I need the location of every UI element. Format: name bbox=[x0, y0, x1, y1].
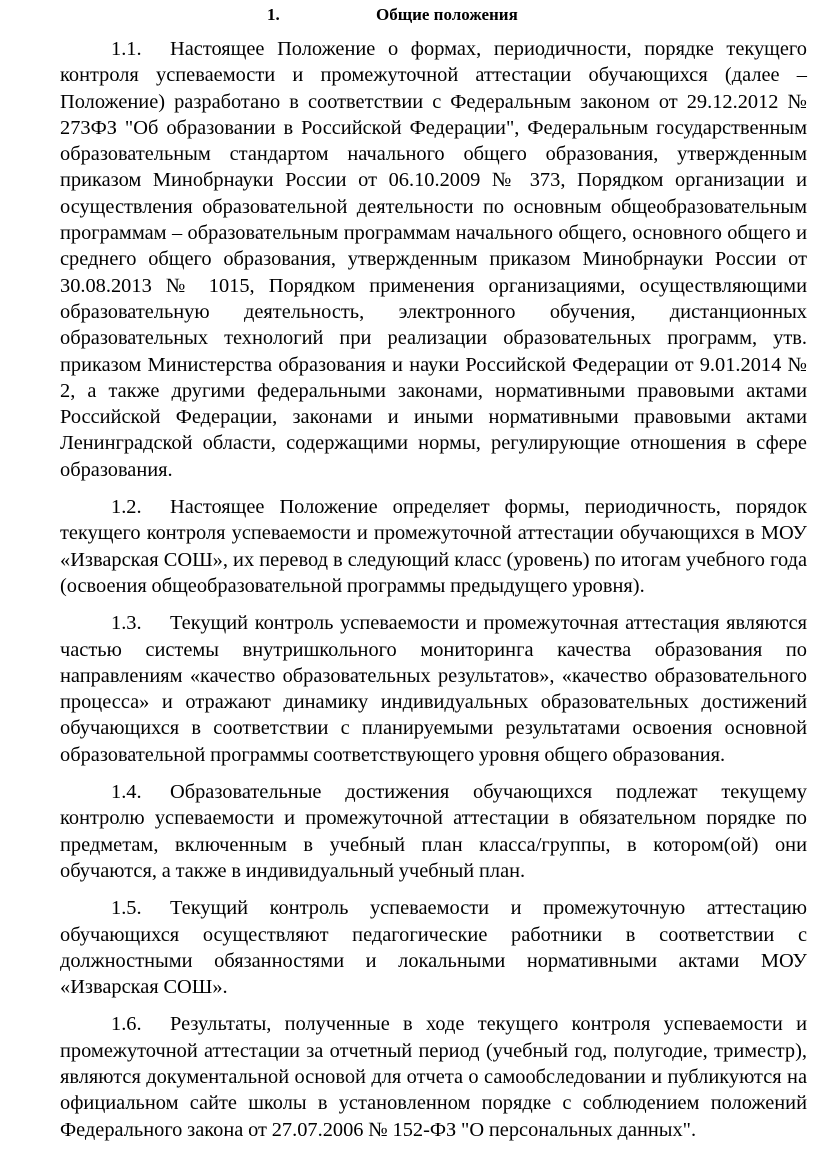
paragraph-number: 1.2. bbox=[111, 496, 142, 519]
paragraph-1-1 bbox=[60, 36, 807, 483]
paragraph-text: Текущий контроль успеваемости и промежуточную аттестацию обучающихся осуществляют педагогические работники в соответствии с должностными обязанностями и локальными нормативными актами МОУ «Изварская СОШ». bbox=[60, 897, 807, 999]
paragraph-1-2 bbox=[60, 494, 807, 599]
paragraph-text: Результаты, полученные в ходе текущего контроля успеваемости и промежуточной аттестации за отчетный период (учебный год, полугодие, триместр), являются документальной основой для отчета о самообследовании и публикуются на официальном сайте школы в установленном порядке с соблюдением положений Федерального закона от 27.07.2006 № 152-ФЗ "О персональных данных". bbox=[60, 1013, 807, 1141]
section-heading bbox=[0, 3, 816, 27]
paragraph-text: Текущий контроль успеваемости и промежуточная аттестация являются частью системы внутришкольного мониторинга качества образования по направлениям «качество образовательных результатов», «качество образовательного процесса» и отражают динамику индивидуальных образовательных достижений обучающихся в соответствии с планируемыми результатами освоения основной образовательной программы соответствующего уровня общего образования. bbox=[60, 612, 807, 766]
section-title: Общие положения bbox=[376, 5, 518, 24]
paragraph-number: 1.6. bbox=[111, 1013, 142, 1036]
paragraph-1-6 bbox=[60, 1011, 807, 1142]
paragraph-number: 1.5. bbox=[111, 897, 142, 920]
section-number: 1. bbox=[267, 5, 280, 24]
paragraph-text: Образовательные достижения обучающихся подлежат текущему контролю успеваемости и промежуточной аттестации в обязательном порядке по предметам, включенным в учебный план класса/группы, в котором(ой) они обучаются, а также в индивидуальный учебный план. bbox=[60, 781, 807, 882]
paragraph-number: 1.1. bbox=[111, 38, 142, 60]
paragraph-1-5 bbox=[60, 895, 807, 1000]
paragraph-1-4 bbox=[60, 779, 807, 884]
paragraph-number: 1.3. bbox=[111, 612, 142, 635]
paragraph-list bbox=[60, 36, 807, 1154]
paragraph-1-3 bbox=[60, 610, 807, 768]
paragraph-number: 1.4. bbox=[111, 781, 142, 804]
paragraph-text: Настоящее Положение определяет формы, периодичность, порядок текущего контроля успеваемости и промежуточной аттестации обучающихся в МОУ «Изварская СОШ», их перевод в следующий класс (уровень) по итогам учебного года (освоения общеобразовательной программы предыдущего уровня). bbox=[60, 496, 807, 597]
paragraph-text: Настоящее Положение о формах, периодичности, порядке текущего контроля успеваемости и промежуточной аттестации обучающихся (далее – Положение) разработано в соответствии с Федеральным законом от 29.12.2012 № 273ФЗ "Об образовании в Российской Федерации", Федеральным государственным образовательным стандартом начального общего образования, утвержденным приказом Минобрнауки России от 06.10.2009 № 373, Порядком организации и осуществления образовательной деятельности по основным общеобразовательным программам – образовательным программам начального общего, основного общего и среднего общего образования, утвержденным приказом Минобрнауки России от 30.08.2013 № 1015, Порядком применения организациями, осуществляющими образовательную деятельность, электронного обучения, дистанционных образовательных технологий при реализации образовательных программ, утв. приказом Министерства образования и науки Российской Федерации от 9.01.2014 № 2, а также другими федеральными законами, нормативными правовыми актами Российской Федерации, законами и иными нормативными правовыми актами Ленинградской области, содержащими нормы, регулирующие отношения в сфере образования. bbox=[60, 38, 807, 481]
